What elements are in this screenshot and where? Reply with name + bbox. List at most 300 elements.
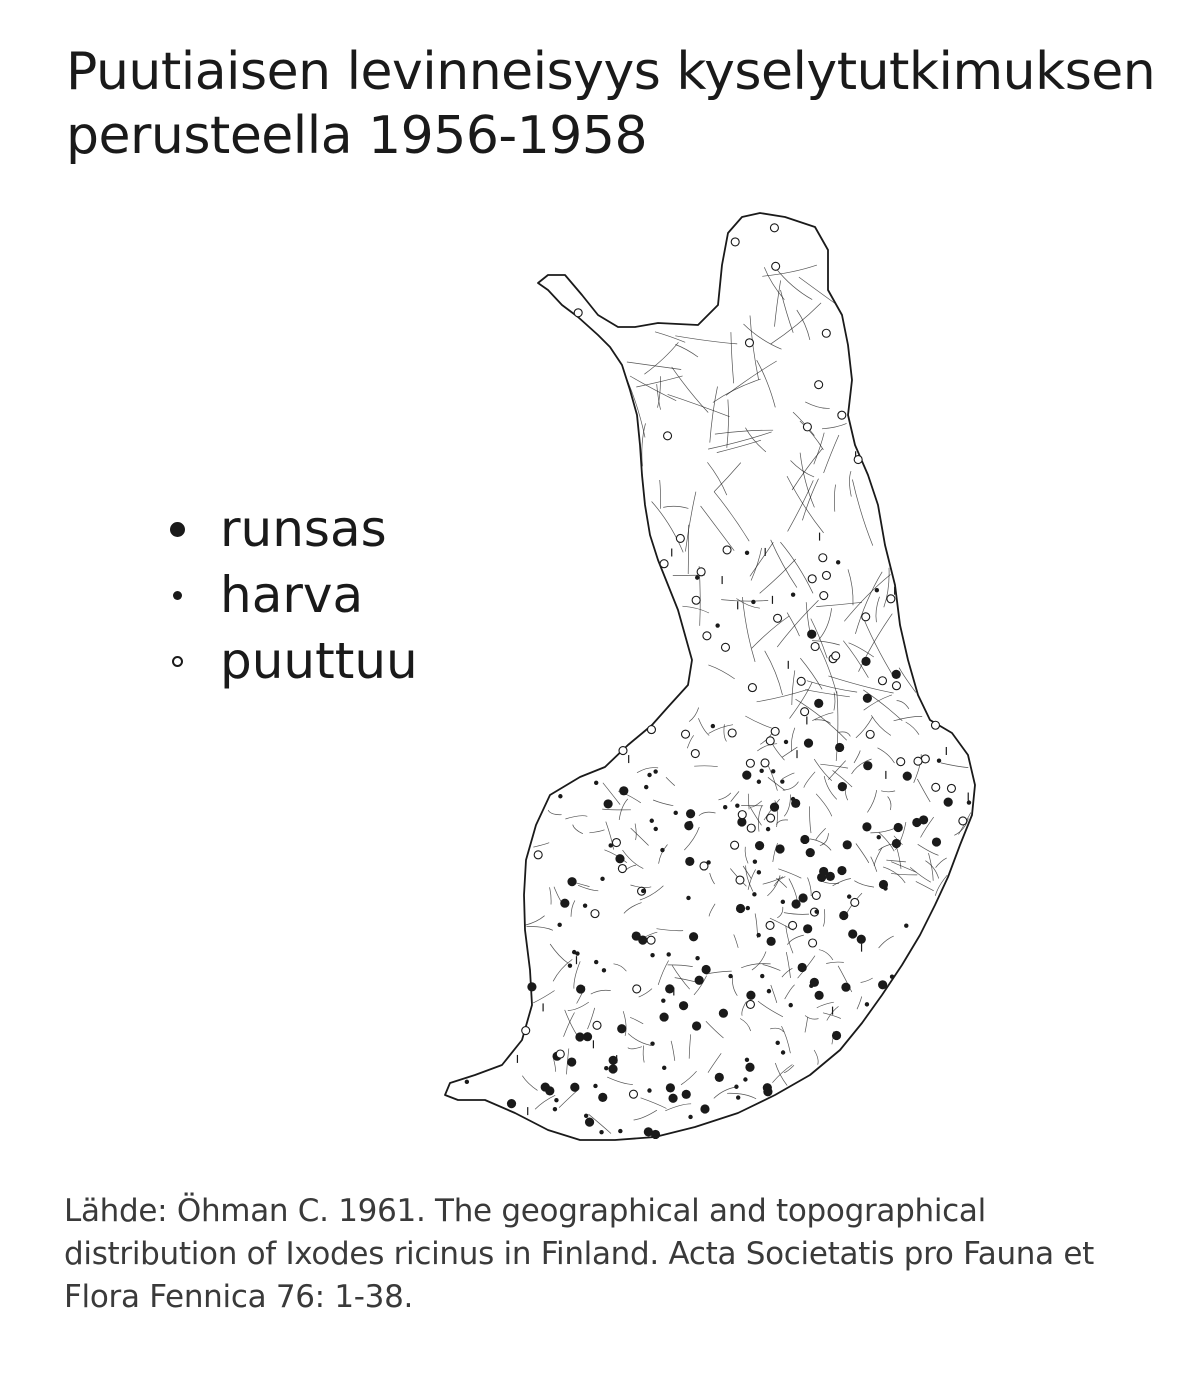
municipality-border-line bbox=[870, 827, 896, 833]
runsas-marker bbox=[800, 835, 809, 844]
puuttuu-marker bbox=[838, 411, 846, 419]
municipality-border-line bbox=[820, 764, 848, 768]
municipality-border-line bbox=[810, 839, 831, 851]
harva-marker bbox=[756, 933, 760, 937]
municipality-border-line bbox=[891, 873, 917, 875]
harva-marker bbox=[695, 956, 699, 960]
runsas-marker bbox=[775, 844, 784, 853]
municipality-border-line bbox=[792, 670, 795, 705]
municipality-border-line bbox=[732, 977, 737, 996]
hollow-circle-icon bbox=[160, 644, 194, 678]
puuttuu-marker bbox=[612, 839, 620, 847]
municipality-border-line bbox=[668, 965, 693, 967]
municipality-border-line bbox=[731, 791, 739, 801]
municipality-border-line bbox=[634, 1110, 657, 1120]
municipality-border-line bbox=[653, 800, 673, 806]
municipality-border-line bbox=[763, 965, 781, 971]
harva-marker bbox=[644, 785, 648, 789]
puuttuu-marker bbox=[660, 560, 668, 568]
puuttuu-marker bbox=[731, 238, 739, 246]
municipality-border-line bbox=[706, 1021, 724, 1038]
puuttuu-marker bbox=[822, 329, 830, 337]
puuttuu-marker bbox=[647, 726, 655, 734]
municipality-border-line bbox=[806, 602, 810, 632]
puuttuu-marker bbox=[664, 432, 672, 440]
harva-marker bbox=[602, 968, 606, 972]
puuttuu-marker bbox=[522, 1027, 530, 1035]
puuttuu-marker bbox=[866, 730, 874, 738]
municipality-border-line bbox=[635, 824, 636, 840]
municipality-border-line bbox=[808, 878, 812, 897]
municipality-border-line bbox=[802, 479, 818, 521]
municipality-border-line bbox=[854, 751, 860, 764]
municipality-border-line bbox=[727, 1093, 756, 1099]
harva-marker bbox=[865, 1002, 869, 1006]
municipality-border-line bbox=[568, 1002, 589, 1011]
runsas-marker bbox=[837, 866, 846, 875]
municipality-border-line bbox=[628, 1047, 642, 1049]
tick-observation-markers bbox=[465, 224, 972, 1139]
runsas-marker bbox=[719, 1009, 728, 1018]
municipality-border-line bbox=[775, 1063, 787, 1086]
harva-marker bbox=[686, 896, 690, 900]
harva-marker bbox=[752, 892, 756, 896]
municipality-border-line bbox=[792, 449, 822, 491]
runsas-marker bbox=[863, 694, 872, 703]
municipality-border-line bbox=[689, 1034, 691, 1058]
puuttuu-marker bbox=[593, 1021, 601, 1029]
municipality-border-line bbox=[522, 1076, 537, 1091]
municipality-border-line bbox=[936, 858, 947, 868]
runsas-marker bbox=[665, 984, 674, 993]
harva-marker bbox=[647, 773, 651, 777]
harva-marker bbox=[650, 819, 654, 823]
municipality-border-line bbox=[554, 887, 562, 903]
runsas-marker bbox=[576, 984, 585, 993]
municipality-border-line bbox=[548, 810, 562, 815]
municipality-border-line bbox=[771, 985, 777, 1003]
runsas-marker bbox=[892, 839, 901, 848]
puuttuu-marker bbox=[591, 910, 599, 918]
puuttuu-marker bbox=[676, 534, 684, 542]
municipality-border-line bbox=[607, 1077, 633, 1084]
puuttuu-marker bbox=[820, 592, 828, 600]
municipality-border-line bbox=[876, 597, 880, 623]
runsas-marker bbox=[814, 699, 823, 708]
legend-item-runsas bbox=[160, 496, 418, 562]
puuttuu-marker bbox=[921, 755, 929, 763]
municipality-border-line bbox=[848, 569, 853, 605]
puuttuu-marker bbox=[746, 759, 754, 767]
runsas-marker bbox=[668, 1094, 677, 1103]
municipality-border-line bbox=[533, 991, 554, 1003]
harva-marker bbox=[937, 759, 941, 763]
puuttuu-marker bbox=[897, 758, 905, 766]
municipality-border-line bbox=[897, 701, 909, 709]
puuttuu-marker bbox=[682, 730, 690, 738]
runsas-marker bbox=[770, 803, 779, 812]
municipality-border-line bbox=[574, 961, 580, 988]
runsas-marker bbox=[791, 899, 800, 908]
municipality-border-line bbox=[707, 462, 726, 495]
finland-map-svg bbox=[430, 205, 990, 1155]
municipality-border-line bbox=[783, 782, 799, 790]
municipality-border-line bbox=[652, 502, 684, 553]
harva-marker bbox=[904, 924, 908, 928]
runsas-marker bbox=[685, 857, 694, 866]
harva-marker bbox=[557, 923, 561, 927]
municipality-border-line bbox=[671, 1041, 675, 1061]
puuttuu-marker bbox=[803, 423, 811, 431]
municipality-border-line bbox=[828, 761, 845, 780]
runsas-marker bbox=[863, 761, 872, 770]
municipality-border-line bbox=[655, 332, 685, 343]
municipality-border-line bbox=[708, 665, 734, 679]
runsas-marker bbox=[615, 854, 624, 863]
municipality-border-line bbox=[861, 978, 873, 983]
municipality-border-line bbox=[776, 268, 813, 300]
municipality-border-line bbox=[814, 1050, 818, 1065]
municipality-border-line bbox=[791, 728, 794, 752]
municipality-border-line bbox=[758, 805, 762, 831]
municipality-border-line bbox=[684, 827, 699, 850]
puuttuu-marker bbox=[812, 891, 820, 899]
legend-item-puuttuu bbox=[160, 628, 418, 694]
municipality-border-line bbox=[816, 602, 862, 606]
puuttuu-marker bbox=[822, 571, 830, 579]
puuttuu-marker bbox=[770, 224, 778, 232]
municipality-border-line bbox=[819, 608, 832, 639]
runsas-marker bbox=[745, 1063, 754, 1072]
municipality-border-line bbox=[765, 651, 783, 695]
harva-marker bbox=[594, 781, 598, 785]
runsas-marker bbox=[815, 991, 824, 1000]
harva-marker bbox=[583, 903, 587, 907]
municipality-border-line bbox=[822, 423, 847, 428]
harva-marker bbox=[736, 1095, 740, 1099]
puuttuu-marker bbox=[728, 729, 736, 737]
municipality-border-line bbox=[758, 1001, 783, 1017]
harva-marker bbox=[666, 952, 670, 956]
municipality-border-line bbox=[776, 878, 787, 887]
harva-marker bbox=[791, 592, 795, 596]
municipality-border-line bbox=[854, 881, 874, 887]
municipality-border-line bbox=[834, 485, 835, 512]
harva-marker bbox=[688, 1115, 692, 1119]
municipality-border-line bbox=[816, 828, 826, 840]
municipality-border-line bbox=[746, 866, 753, 892]
puuttuu-marker bbox=[887, 595, 895, 603]
runsas-marker bbox=[791, 799, 800, 808]
puuttuu-marker bbox=[959, 817, 967, 825]
runsas-marker bbox=[832, 1031, 841, 1040]
municipality-border-line bbox=[786, 952, 790, 978]
harva-marker bbox=[781, 1050, 785, 1054]
municipality-border-line bbox=[713, 379, 761, 402]
runsas-marker bbox=[843, 840, 852, 849]
municipality-border-line bbox=[941, 763, 969, 768]
puuttuu-marker bbox=[534, 851, 542, 859]
runsas-marker bbox=[839, 911, 848, 920]
puuttuu-marker bbox=[736, 876, 744, 884]
municipality-border-line bbox=[565, 816, 587, 819]
municipality-border-line bbox=[787, 935, 804, 945]
municipality-border-line bbox=[619, 799, 628, 820]
puuttuu-marker bbox=[862, 613, 870, 621]
municipality-border-line bbox=[777, 600, 818, 647]
municipality-border-line bbox=[527, 927, 553, 931]
harva-marker bbox=[789, 1003, 793, 1007]
runsas-marker bbox=[682, 1090, 691, 1099]
harva-marker bbox=[711, 724, 715, 728]
municipality-border-line bbox=[820, 833, 829, 845]
runsas-marker bbox=[598, 1093, 607, 1102]
puuttuu-marker bbox=[618, 865, 626, 873]
runsas-marker bbox=[804, 739, 813, 748]
runsas-marker bbox=[857, 935, 866, 944]
municipality-border-line bbox=[888, 797, 891, 811]
municipality-border-line bbox=[917, 779, 930, 802]
harva-marker bbox=[554, 1098, 558, 1102]
puuttuu-marker bbox=[932, 783, 940, 791]
puuttuu-marker bbox=[629, 1090, 637, 1098]
municipality-border-line bbox=[784, 1065, 794, 1072]
runsas-marker bbox=[862, 822, 871, 831]
municipality-border-line bbox=[675, 336, 737, 344]
runsas-marker bbox=[604, 799, 613, 808]
municipality-border-line bbox=[589, 830, 604, 833]
municipality-border-line bbox=[804, 772, 815, 788]
runsas-marker bbox=[638, 936, 647, 945]
runsas-marker bbox=[609, 1056, 618, 1065]
municipality-border-line bbox=[750, 806, 762, 825]
municipality-border-line bbox=[571, 900, 575, 916]
municipality-border-line bbox=[591, 990, 611, 994]
municipality-border-line bbox=[799, 277, 836, 304]
puuttuu-marker bbox=[574, 309, 582, 317]
municipality-border-line bbox=[812, 713, 833, 721]
runsas-marker bbox=[798, 893, 807, 902]
puuttuu-marker bbox=[633, 985, 641, 993]
runsas-marker bbox=[892, 670, 901, 679]
municipality-border-line bbox=[681, 1071, 697, 1085]
harva-marker bbox=[753, 859, 757, 863]
municipality-border-line bbox=[535, 1095, 555, 1109]
municipality-border-line bbox=[785, 985, 795, 999]
harva-marker bbox=[745, 1058, 749, 1062]
municipality-border-line bbox=[658, 961, 668, 985]
harva-marker bbox=[674, 811, 678, 815]
municipality-border-line bbox=[762, 265, 817, 276]
municipality-border-line bbox=[636, 376, 682, 387]
municipality-border-line bbox=[849, 471, 851, 497]
municipality-border-line bbox=[886, 860, 906, 862]
municipality-border-line bbox=[833, 879, 851, 886]
harva-marker bbox=[650, 1041, 654, 1045]
municipality-border-line bbox=[614, 964, 627, 971]
puuttuu-marker bbox=[878, 677, 886, 685]
puuttuu-marker bbox=[721, 643, 729, 651]
municipality-border-line bbox=[805, 1017, 808, 1032]
municipality-border-line bbox=[782, 747, 797, 757]
municipality-border-line bbox=[771, 303, 822, 344]
municipality-border-line bbox=[784, 795, 790, 817]
puuttuu-marker bbox=[774, 614, 782, 622]
municipality-border-line bbox=[631, 828, 649, 845]
municipality-border-line bbox=[642, 423, 646, 466]
harva-marker bbox=[641, 889, 645, 893]
municipality-border-line bbox=[685, 492, 696, 552]
runsas-marker bbox=[689, 932, 698, 941]
municipality-border-line bbox=[675, 345, 698, 358]
municipality-border-line bbox=[710, 873, 715, 884]
municipality-border-line bbox=[714, 1087, 736, 1098]
puuttuu-marker bbox=[619, 747, 627, 755]
municipality-border-line bbox=[834, 693, 835, 711]
puuttuu-marker bbox=[746, 1000, 754, 1008]
runsas-marker bbox=[570, 1083, 579, 1092]
runsas-marker bbox=[608, 1064, 617, 1073]
municipality-border-line bbox=[805, 402, 829, 409]
runsas-marker bbox=[807, 630, 816, 639]
municipality-border-line bbox=[793, 412, 814, 436]
municipality-border-line bbox=[698, 718, 709, 735]
harva-marker bbox=[553, 1107, 557, 1111]
puuttuu-marker bbox=[914, 757, 922, 765]
municipality-border-line bbox=[708, 1053, 721, 1072]
municipality-border-line bbox=[750, 316, 759, 380]
municipality-border-line bbox=[787, 476, 824, 533]
puuttuu-marker bbox=[771, 727, 779, 735]
puuttuu-marker bbox=[797, 677, 805, 685]
municipality-border-line bbox=[810, 806, 811, 833]
municipality-border-line bbox=[826, 962, 844, 963]
municipality-border-line bbox=[770, 1028, 784, 1032]
municipality-border-line bbox=[852, 480, 872, 546]
municipality-border-line bbox=[883, 867, 905, 883]
harva-marker bbox=[735, 803, 739, 807]
runsas-marker bbox=[695, 976, 704, 985]
municipality-border-line bbox=[682, 606, 709, 613]
harva-marker bbox=[757, 870, 761, 874]
municipality-border-line bbox=[719, 793, 731, 800]
municipality-border-line bbox=[891, 862, 916, 873]
municipality-border-line bbox=[564, 1013, 575, 1037]
harva-marker bbox=[776, 1041, 780, 1045]
puuttuu-marker bbox=[892, 682, 900, 690]
municipality-border-line bbox=[782, 1026, 791, 1053]
runsas-marker bbox=[841, 983, 850, 992]
harva-marker bbox=[715, 623, 719, 627]
municipality-border-line bbox=[856, 844, 869, 863]
harva-marker bbox=[743, 1077, 747, 1081]
filled-large-dot-icon bbox=[160, 512, 194, 546]
municipality-border-line bbox=[715, 430, 773, 434]
runsas-marker bbox=[585, 1118, 594, 1127]
municipality-border-line bbox=[573, 825, 583, 834]
municipality-border-line bbox=[641, 1098, 667, 1109]
runsas-marker bbox=[715, 1073, 724, 1082]
municipality-border-line bbox=[782, 968, 793, 977]
municipality-border-line bbox=[778, 869, 801, 878]
harva-marker bbox=[661, 998, 665, 1002]
municipality-border-line bbox=[857, 997, 862, 1010]
municipality-border-line bbox=[550, 944, 568, 963]
municipality-border-line bbox=[881, 791, 895, 792]
harva-marker bbox=[728, 974, 732, 978]
municipality-border-line bbox=[757, 689, 809, 702]
harva-marker bbox=[618, 1129, 622, 1133]
municipality-border-line bbox=[752, 616, 790, 648]
municipality-border-line bbox=[717, 440, 761, 452]
puuttuu-marker bbox=[691, 750, 699, 758]
puuttuu-marker bbox=[772, 262, 780, 270]
puuttuu-marker bbox=[647, 936, 655, 944]
municipality-border-line bbox=[751, 801, 762, 807]
municipality-border-line bbox=[748, 869, 756, 889]
municipality-border-line bbox=[871, 857, 877, 872]
runsas-marker bbox=[527, 982, 536, 991]
filled-small-dot-icon bbox=[160, 578, 194, 612]
puuttuu-marker bbox=[761, 759, 769, 767]
municipality-border-line bbox=[550, 887, 552, 904]
municipality-border-line bbox=[823, 1013, 841, 1019]
municipality-border-line bbox=[724, 724, 727, 741]
legend-label-puuttuu: puuttuu bbox=[220, 632, 418, 690]
municipality-border-line bbox=[760, 559, 796, 593]
municipality-border-line bbox=[767, 875, 780, 896]
puuttuu-marker bbox=[748, 684, 756, 692]
municipality-border-line bbox=[630, 1017, 643, 1023]
municipality-border-line bbox=[752, 952, 766, 971]
harva-marker bbox=[599, 1130, 603, 1134]
puuttuu-marker bbox=[854, 456, 862, 464]
legend-label-runsas: runsas bbox=[220, 500, 387, 558]
municipality-border-line bbox=[819, 950, 833, 960]
puuttuu-marker bbox=[809, 939, 817, 947]
harva-marker bbox=[751, 600, 755, 604]
runsas-marker bbox=[746, 991, 755, 1000]
municipality-border-line bbox=[689, 708, 699, 722]
map-title: Puutiaisen levinneisyys kyselytutkimuksen perusteella 1956-1958 bbox=[66, 42, 1156, 167]
puuttuu-marker bbox=[811, 642, 819, 650]
municipality-border-line bbox=[742, 1002, 747, 1016]
municipality-border-line bbox=[602, 809, 631, 810]
harva-marker bbox=[600, 877, 604, 881]
municipality-border-line bbox=[709, 904, 715, 917]
municipality-border-line bbox=[663, 506, 688, 508]
puuttuu-marker bbox=[703, 632, 711, 640]
harva-marker bbox=[745, 551, 749, 555]
municipality-border-line bbox=[745, 847, 748, 864]
municipality-border-line bbox=[657, 929, 684, 931]
municipality-border-line bbox=[781, 290, 794, 333]
harva-marker bbox=[746, 906, 750, 910]
municipality-border-line bbox=[772, 1065, 792, 1083]
harva-marker bbox=[734, 1085, 738, 1089]
harva-marker bbox=[594, 960, 598, 964]
runsas-marker bbox=[702, 965, 711, 974]
puuttuu-marker bbox=[731, 841, 739, 849]
harva-marker bbox=[593, 1084, 597, 1088]
runsas-marker bbox=[810, 978, 819, 987]
harva-marker bbox=[814, 909, 818, 913]
harva-marker bbox=[723, 805, 727, 809]
municipality-border-line bbox=[906, 722, 919, 735]
puuttuu-marker bbox=[747, 824, 755, 832]
harva-marker bbox=[967, 800, 971, 804]
municipality-border-line bbox=[643, 1046, 644, 1063]
